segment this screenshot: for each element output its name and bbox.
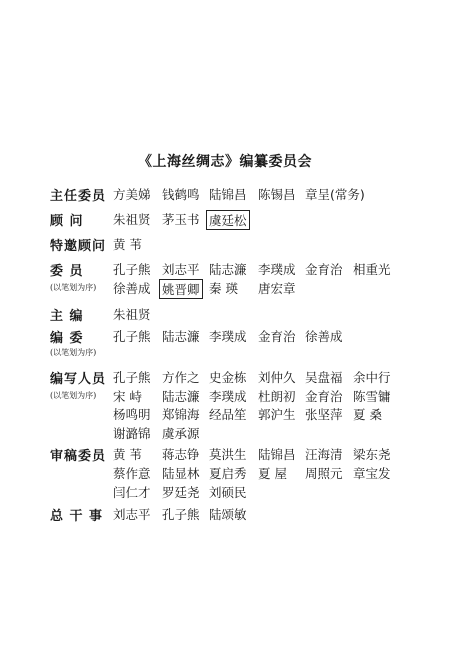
member-name: 黄 苇	[113, 447, 142, 462]
roster-row	[0, 210, 450, 232]
member-name: 孔子熊	[162, 507, 200, 522]
member-name: 朱祖贤	[113, 212, 151, 227]
member-name: 陈锡昌	[258, 187, 296, 202]
member-name: 李璞成	[209, 389, 247, 404]
member-name: 秦 瑛	[209, 281, 238, 296]
member-name: 刘硕民	[209, 485, 247, 500]
member-name: 陆颂敏	[209, 507, 247, 522]
member-name: 郑锦海	[162, 407, 200, 422]
member-name: 金育治	[258, 329, 296, 344]
member-name: 周照元	[305, 466, 343, 481]
member-name: 吴盘福	[305, 370, 343, 385]
member-name: 刘志平	[162, 262, 200, 277]
member-name: 陆志濂	[162, 389, 200, 404]
role-label: 审稿委员	[50, 449, 107, 464]
member-name: 宋 峙	[113, 389, 142, 404]
member-name: 陆锦昌	[258, 447, 296, 462]
member-name: 徐善成	[113, 281, 151, 296]
role-label: 主 编	[50, 309, 84, 324]
roster-row	[0, 505, 450, 527]
role-label: 顾 问	[50, 214, 84, 229]
member-name: 朱祖贤	[113, 307, 151, 322]
member-name: 金育治	[305, 389, 343, 404]
roster-row	[0, 424, 450, 446]
role-label: 委 员	[50, 264, 84, 279]
member-name: 黄 苇	[113, 237, 142, 252]
member-name: 梁东尧	[353, 447, 391, 462]
member-name: 钱鹤鸣	[162, 187, 200, 202]
member-name: 虞廷松	[206, 210, 250, 230]
member-name: 陆显林	[162, 466, 200, 481]
member-name: 章宝发	[353, 466, 391, 481]
member-name: 方美娣	[113, 187, 151, 202]
member-name: 余中行	[353, 370, 391, 385]
roster-row	[0, 235, 450, 257]
member-name: 夏 桑	[353, 407, 382, 422]
roster-row	[0, 483, 450, 505]
member-name: 莫洪生	[209, 447, 247, 462]
member-name: 蔡作意	[113, 466, 151, 481]
member-name: 刘志平	[113, 507, 151, 522]
member-name: 夏启秀	[209, 466, 247, 481]
member-name: 谢潞锦	[113, 426, 151, 441]
member-name: 李璞成	[258, 262, 296, 277]
member-name: 孔子熊	[113, 370, 151, 385]
roster-row	[0, 327, 450, 349]
member-name: 陆志濂	[162, 329, 200, 344]
role-sublabel: (以笔划为序)	[50, 348, 97, 357]
page-title: 《上海丝绸志》编纂委员会	[138, 154, 312, 170]
member-name: 虞承源	[162, 426, 200, 441]
member-name: 李璞成	[209, 329, 247, 344]
member-name: 金育治	[305, 262, 343, 277]
role-label: 编 委	[50, 331, 84, 346]
role-label: 总 干 事	[50, 509, 104, 524]
roster-row	[0, 305, 450, 327]
member-name: 刘仲久	[258, 370, 296, 385]
member-name: 孔子熊	[113, 329, 151, 344]
role-sublabel: (以笔划为序)	[50, 283, 97, 292]
member-name: 孔子熊	[113, 262, 151, 277]
member-name: 郭沪生	[258, 407, 296, 422]
member-name: 杜朗初	[258, 389, 296, 404]
member-name: 章呈(常务)	[305, 187, 365, 202]
member-name: 闫仁才	[113, 485, 151, 500]
member-name: 唐宏章	[258, 281, 296, 296]
member-name: 陈雪镛	[353, 389, 391, 404]
roster-row	[0, 185, 450, 207]
member-name: 陆志濂	[209, 262, 247, 277]
member-name: 蒋志铮	[162, 447, 200, 462]
role-label: 编写人员	[50, 372, 107, 387]
member-name: 陆锦昌	[209, 187, 247, 202]
member-name: 方作之	[162, 370, 200, 385]
member-name: 经品笙	[209, 407, 247, 422]
member-name: 张坚萍	[305, 407, 343, 422]
member-name: 罗廷尧	[162, 485, 200, 500]
role-label: 特邀顾问	[50, 239, 107, 254]
member-name: 史金栋	[209, 370, 247, 385]
member-name: 杨鸣明	[113, 407, 151, 422]
role-sublabel: (以笔划为序)	[50, 391, 97, 400]
member-name: 夏 屋	[258, 466, 287, 481]
role-label: 主任委员	[50, 189, 107, 204]
member-name: 姚晋卿	[159, 279, 203, 299]
member-name: 徐善成	[305, 329, 343, 344]
roster-row	[0, 279, 450, 301]
member-name: 茅玉书	[162, 212, 200, 227]
member-name: 汪海清	[305, 447, 343, 462]
member-name: 相重光	[353, 262, 391, 277]
